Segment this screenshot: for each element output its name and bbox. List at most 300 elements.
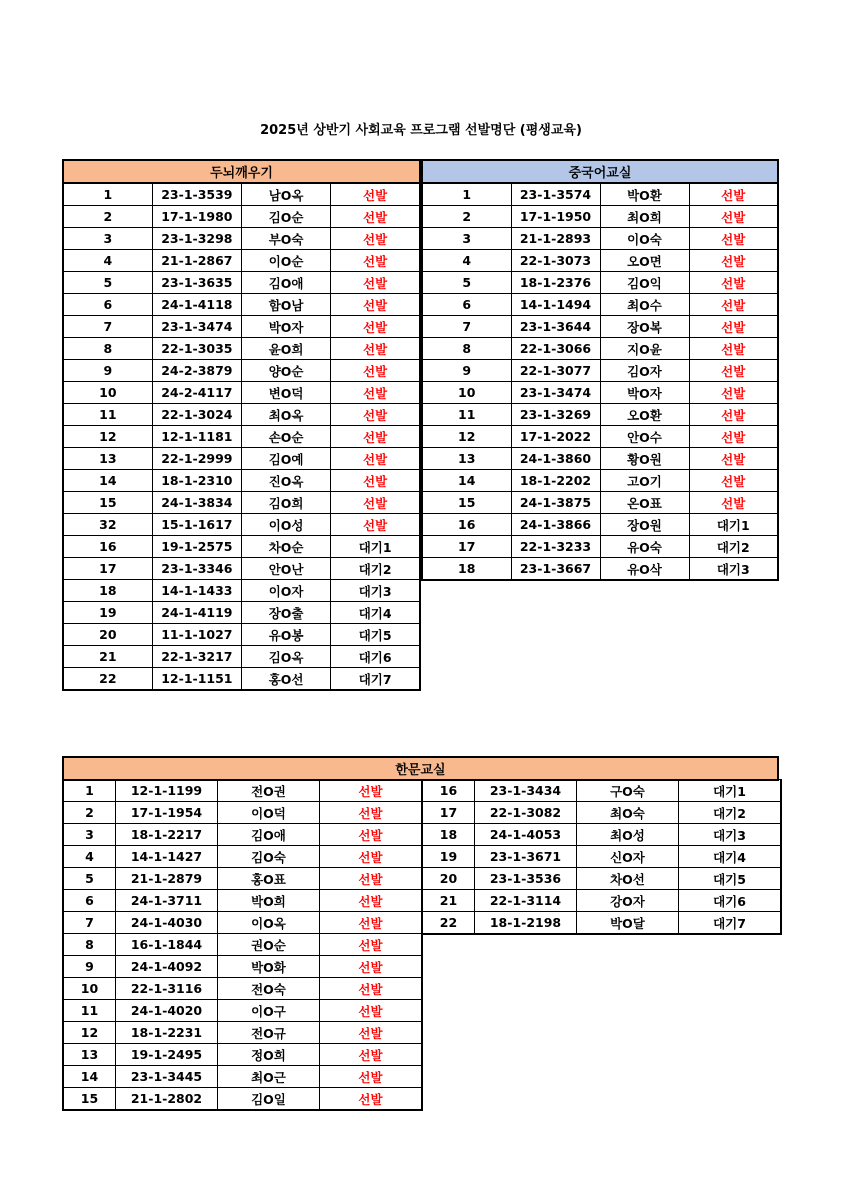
member-id: 22-1-3114	[475, 890, 577, 912]
status: 선발	[689, 316, 778, 338]
member-id: 19-1-2495	[116, 1044, 218, 1066]
row-number: 32	[63, 514, 152, 536]
table-row	[63, 514, 420, 536]
table-row	[422, 890, 781, 912]
row-number: 16	[63, 536, 152, 558]
member-id: 23-1-3474	[511, 382, 600, 404]
member-id: 17-1-2022	[511, 426, 600, 448]
status: 대기1	[689, 514, 778, 536]
table-row	[63, 360, 420, 382]
member-id: 23-1-3539	[152, 183, 241, 206]
member-name: 장O복	[600, 316, 689, 338]
status: 대기2	[331, 558, 420, 580]
table-row	[422, 206, 778, 228]
row-number: 21	[63, 646, 152, 668]
member-id: 19-1-2575	[152, 536, 241, 558]
member-name: 이O숙	[600, 228, 689, 250]
row-number: 7	[63, 912, 116, 934]
table-row	[422, 802, 781, 824]
member-id: 14-1-1427	[116, 846, 218, 868]
row-number: 21	[422, 890, 475, 912]
row-number: 7	[422, 316, 511, 338]
table-row	[63, 602, 420, 624]
status: 선발	[331, 316, 420, 338]
status: 선발	[689, 338, 778, 360]
member-id: 17-1-1950	[511, 206, 600, 228]
status: 선발	[331, 206, 420, 228]
row-number: 4	[422, 250, 511, 272]
member-name: 최O근	[218, 1066, 320, 1088]
table-row	[63, 492, 420, 514]
table-row	[422, 404, 778, 426]
status: 선발	[689, 470, 778, 492]
member-name: 남O옥	[242, 183, 331, 206]
status: 선발	[689, 382, 778, 404]
member-name: 이O덕	[218, 802, 320, 824]
table-row	[63, 448, 420, 470]
member-name: 오O면	[600, 250, 689, 272]
row-number: 6	[422, 294, 511, 316]
table-row	[63, 978, 422, 1000]
status: 대기6	[331, 646, 420, 668]
status: 선발	[320, 802, 423, 824]
row-number: 11	[63, 404, 152, 426]
chinese-class-header: 중국어교실	[422, 160, 778, 183]
member-name: 황O원	[600, 448, 689, 470]
table-row	[63, 558, 420, 580]
member-name: 김O애	[242, 272, 331, 294]
table-row	[63, 846, 422, 868]
table-row	[63, 956, 422, 978]
row-number: 17	[63, 558, 152, 580]
table-row	[63, 646, 420, 668]
status: 선발	[331, 514, 420, 536]
member-name: 차O순	[242, 536, 331, 558]
member-name: 지O윤	[600, 338, 689, 360]
row-number: 10	[422, 382, 511, 404]
status: 선발	[331, 250, 420, 272]
table-row	[422, 316, 778, 338]
member-name: 김O애	[218, 824, 320, 846]
member-id: 23-1-3671	[475, 846, 577, 868]
member-name: 전O규	[218, 1022, 320, 1044]
member-id: 17-1-1980	[152, 206, 241, 228]
status: 선발	[320, 956, 423, 978]
row-number: 3	[422, 228, 511, 250]
status: 선발	[331, 470, 420, 492]
member-name: 김O일	[218, 1088, 320, 1111]
table-row	[63, 624, 420, 646]
table-row	[422, 294, 778, 316]
member-name: 김O순	[242, 206, 331, 228]
status: 대기1	[331, 536, 420, 558]
member-name: 전O권	[218, 780, 320, 802]
member-id: 22-1-3077	[511, 360, 600, 382]
row-number: 8	[422, 338, 511, 360]
member-name: 김O익	[600, 272, 689, 294]
row-number: 5	[422, 272, 511, 294]
table-row	[63, 1000, 422, 1022]
hanmun-class-table-right	[421, 779, 782, 935]
row-number: 13	[63, 448, 152, 470]
member-name: 이O순	[242, 250, 331, 272]
row-number: 5	[63, 272, 152, 294]
member-name: 김O희	[242, 492, 331, 514]
table-row	[63, 1044, 422, 1066]
member-name: 홍O선	[242, 668, 331, 691]
member-id: 24-1-3711	[116, 890, 218, 912]
member-id: 22-1-3082	[475, 802, 577, 824]
status: 대기6	[679, 890, 782, 912]
member-id: 22-1-3217	[152, 646, 241, 668]
status: 선발	[689, 228, 778, 250]
member-name: 이O성	[242, 514, 331, 536]
row-number: 18	[422, 558, 511, 581]
member-id: 22-1-3035	[152, 338, 241, 360]
member-name: 김O숙	[218, 846, 320, 868]
member-name: 진O옥	[242, 470, 331, 492]
row-number: 7	[63, 316, 152, 338]
member-id: 24-1-4030	[116, 912, 218, 934]
row-number: 14	[63, 1066, 116, 1088]
status: 선발	[331, 294, 420, 316]
table-row	[422, 846, 781, 868]
row-number: 17	[422, 802, 475, 824]
table-row	[422, 824, 781, 846]
status: 선발	[320, 1022, 423, 1044]
brain-training-header: 두뇌깨우기	[63, 160, 420, 183]
member-id: 21-1-2802	[116, 1088, 218, 1111]
status: 선발	[689, 426, 778, 448]
row-number: 12	[422, 426, 511, 448]
row-number: 4	[63, 250, 152, 272]
member-name: 최O숙	[577, 802, 679, 824]
member-id: 21-1-2879	[116, 868, 218, 890]
status: 대기2	[689, 536, 778, 558]
member-id: 24-2-3879	[152, 360, 241, 382]
member-id: 23-1-3346	[152, 558, 241, 580]
status: 선발	[689, 250, 778, 272]
status: 선발	[331, 338, 420, 360]
member-name: 김O자	[600, 360, 689, 382]
member-id: 23-1-3635	[152, 272, 241, 294]
member-id: 24-2-4117	[152, 382, 241, 404]
table-row	[63, 802, 422, 824]
member-name: 박O환	[600, 183, 689, 206]
table-row	[422, 228, 778, 250]
member-name: 오O환	[600, 404, 689, 426]
status: 선발	[320, 1066, 423, 1088]
member-id: 18-1-2217	[116, 824, 218, 846]
row-number: 18	[63, 580, 152, 602]
member-id: 23-1-3434	[475, 780, 577, 802]
member-name: 권O순	[218, 934, 320, 956]
status: 선발	[320, 890, 423, 912]
status: 대기5	[331, 624, 420, 646]
table-row	[63, 912, 422, 934]
row-number: 16	[422, 780, 475, 802]
table-row	[63, 580, 420, 602]
status: 선발	[689, 492, 778, 514]
hanmun-class-header: 한문교실	[63, 757, 778, 780]
member-name: 손O순	[242, 426, 331, 448]
table-row	[422, 448, 778, 470]
table-row	[63, 338, 420, 360]
member-id: 18-1-2202	[511, 470, 600, 492]
status: 선발	[689, 360, 778, 382]
status: 대기7	[679, 912, 782, 935]
row-number: 2	[422, 206, 511, 228]
row-number: 4	[63, 846, 116, 868]
member-name: 함O남	[242, 294, 331, 316]
table-row	[63, 536, 420, 558]
status: 선발	[320, 846, 423, 868]
row-number: 20	[422, 868, 475, 890]
row-number: 5	[63, 868, 116, 890]
member-name: 김O예	[242, 448, 331, 470]
member-id: 21-1-2893	[511, 228, 600, 250]
row-number: 13	[63, 1044, 116, 1066]
table-row	[63, 206, 420, 228]
member-id: 23-1-3536	[475, 868, 577, 890]
member-id: 18-1-2198	[475, 912, 577, 935]
table-row	[63, 426, 420, 448]
member-name: 정O희	[218, 1044, 320, 1066]
member-id: 12-1-1151	[152, 668, 241, 691]
row-number: 19	[63, 602, 152, 624]
table-row	[422, 426, 778, 448]
member-name: 박O화	[218, 956, 320, 978]
member-name: 장O원	[600, 514, 689, 536]
member-id: 24-1-4053	[475, 824, 577, 846]
hanmun-class-header-table	[62, 756, 779, 781]
row-number: 11	[63, 1000, 116, 1022]
table-row	[422, 360, 778, 382]
table-row	[63, 1088, 422, 1111]
status: 선발	[320, 1000, 423, 1022]
member-id: 23-1-3667	[511, 558, 600, 581]
member-name: 유O삭	[600, 558, 689, 581]
row-number: 10	[63, 978, 116, 1000]
status: 선발	[689, 206, 778, 228]
status: 선발	[331, 426, 420, 448]
member-name: 변O덕	[242, 382, 331, 404]
status: 선발	[331, 382, 420, 404]
table-row	[422, 470, 778, 492]
member-id: 22-1-3116	[116, 978, 218, 1000]
member-name: 홍O표	[218, 868, 320, 890]
status: 대기5	[679, 868, 782, 890]
status: 대기4	[679, 846, 782, 868]
row-number: 1	[63, 780, 116, 802]
status: 대기2	[679, 802, 782, 824]
status: 대기7	[331, 668, 420, 691]
member-id: 22-1-3024	[152, 404, 241, 426]
member-name: 박O희	[218, 890, 320, 912]
table-row	[63, 250, 420, 272]
table-row	[63, 272, 420, 294]
member-id: 15-1-1617	[152, 514, 241, 536]
row-number: 19	[422, 846, 475, 868]
member-id: 23-1-3445	[116, 1066, 218, 1088]
status: 선발	[320, 978, 423, 1000]
member-name: 최O성	[577, 824, 679, 846]
table-row	[422, 536, 778, 558]
row-number: 9	[63, 360, 152, 382]
member-id: 14-1-1433	[152, 580, 241, 602]
status: 대기3	[331, 580, 420, 602]
row-number: 8	[63, 934, 116, 956]
table-row	[422, 558, 778, 581]
member-id: 23-1-3269	[511, 404, 600, 426]
member-id: 24-1-4020	[116, 1000, 218, 1022]
page-title: 2025년 상반기 사회교육 프로그램 선발명단 (평생교육)	[260, 123, 582, 138]
member-name: 박O자	[242, 316, 331, 338]
member-name: 이O자	[242, 580, 331, 602]
row-number: 22	[422, 912, 475, 935]
table-row	[422, 272, 778, 294]
row-number: 12	[63, 426, 152, 448]
member-name: 안O수	[600, 426, 689, 448]
table-row	[63, 668, 420, 691]
status: 선발	[320, 912, 423, 934]
member-id: 24-1-4118	[152, 294, 241, 316]
member-name: 장O출	[242, 602, 331, 624]
row-number: 15	[422, 492, 511, 514]
row-number: 14	[422, 470, 511, 492]
table-row	[63, 780, 422, 802]
member-id: 12-1-1199	[116, 780, 218, 802]
row-number: 17	[422, 536, 511, 558]
status: 선발	[331, 228, 420, 250]
member-name: 신O자	[577, 846, 679, 868]
row-number: 1	[422, 183, 511, 206]
status: 선발	[689, 183, 778, 206]
table-row	[63, 404, 420, 426]
member-id: 22-1-3233	[511, 536, 600, 558]
status: 선발	[331, 183, 420, 206]
status: 대기1	[679, 780, 782, 802]
row-number: 12	[63, 1022, 116, 1044]
member-id: 16-1-1844	[116, 934, 218, 956]
member-id: 23-1-3644	[511, 316, 600, 338]
member-id: 17-1-1954	[116, 802, 218, 824]
status: 대기4	[331, 602, 420, 624]
member-id: 14-1-1494	[511, 294, 600, 316]
member-id: 11-1-1027	[152, 624, 241, 646]
member-id: 21-1-2867	[152, 250, 241, 272]
member-id: 24-1-4119	[152, 602, 241, 624]
table-row	[422, 492, 778, 514]
member-id: 18-1-2310	[152, 470, 241, 492]
row-number: 9	[63, 956, 116, 978]
member-id: 23-1-3298	[152, 228, 241, 250]
member-name: 유O숙	[600, 536, 689, 558]
table-row	[422, 250, 778, 272]
row-number: 14	[63, 470, 152, 492]
table-row	[63, 316, 420, 338]
row-number: 1	[63, 183, 152, 206]
row-number: 2	[63, 206, 152, 228]
member-id: 12-1-1181	[152, 426, 241, 448]
status: 선발	[331, 492, 420, 514]
member-name: 안O난	[242, 558, 331, 580]
table-row	[422, 912, 781, 935]
member-id: 24-1-3834	[152, 492, 241, 514]
table-row	[63, 890, 422, 912]
member-name: 최O수	[600, 294, 689, 316]
status: 선발	[320, 780, 423, 802]
member-id: 24-1-3866	[511, 514, 600, 536]
member-name: 윤O희	[242, 338, 331, 360]
status: 선발	[331, 272, 420, 294]
status: 대기3	[679, 824, 782, 846]
status: 선발	[331, 360, 420, 382]
member-name: 이O옥	[218, 912, 320, 934]
status: 대기3	[689, 558, 778, 581]
table-row	[63, 934, 422, 956]
status: 선발	[320, 868, 423, 890]
status: 선발	[689, 404, 778, 426]
table-row	[63, 470, 420, 492]
status: 선발	[320, 1044, 423, 1066]
status: 선발	[689, 448, 778, 470]
table-row	[63, 228, 420, 250]
member-name: 박O달	[577, 912, 679, 935]
row-number: 22	[63, 668, 152, 691]
member-id: 22-1-2999	[152, 448, 241, 470]
member-name: 유O봉	[242, 624, 331, 646]
member-name: 강O자	[577, 890, 679, 912]
row-number: 6	[63, 890, 116, 912]
row-number: 15	[63, 492, 152, 514]
row-number: 10	[63, 382, 152, 404]
status: 선발	[320, 1088, 423, 1111]
row-number: 18	[422, 824, 475, 846]
status: 선발	[689, 294, 778, 316]
row-number: 13	[422, 448, 511, 470]
table-row	[422, 338, 778, 360]
table-row	[422, 514, 778, 536]
member-name: 전O숙	[218, 978, 320, 1000]
member-id: 18-1-2376	[511, 272, 600, 294]
table-row	[422, 382, 778, 404]
status: 선발	[331, 448, 420, 470]
member-name: 최O희	[600, 206, 689, 228]
status: 선발	[689, 272, 778, 294]
member-name: 구O숙	[577, 780, 679, 802]
table-row	[63, 824, 422, 846]
member-id: 23-1-3574	[511, 183, 600, 206]
table-row	[422, 868, 781, 890]
brain-training-table	[62, 159, 421, 691]
status: 선발	[320, 824, 423, 846]
row-number: 3	[63, 228, 152, 250]
table-row	[63, 294, 420, 316]
member-id: 24-1-4092	[116, 956, 218, 978]
member-id: 18-1-2231	[116, 1022, 218, 1044]
hanmun-class-table-left	[62, 779, 423, 1111]
member-name: 최O옥	[242, 404, 331, 426]
member-name: 이O구	[218, 1000, 320, 1022]
table-row	[63, 1066, 422, 1088]
row-number: 9	[422, 360, 511, 382]
table-row	[63, 183, 420, 206]
row-number: 11	[422, 404, 511, 426]
member-name: 차O선	[577, 868, 679, 890]
table-row	[422, 780, 781, 802]
member-name: 김O옥	[242, 646, 331, 668]
